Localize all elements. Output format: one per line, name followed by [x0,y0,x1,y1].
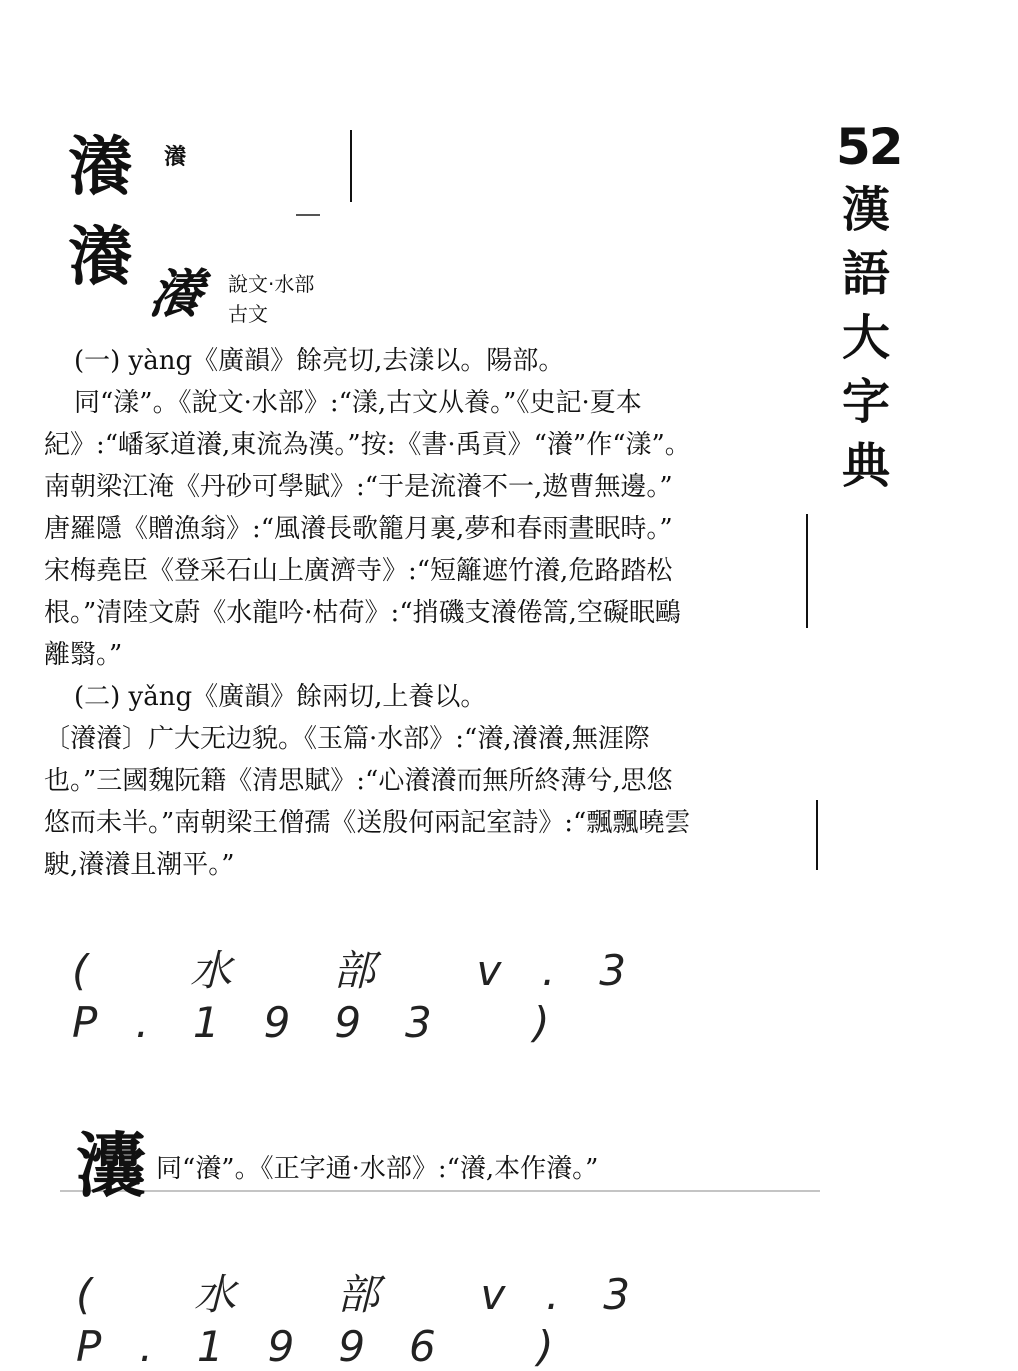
handwritten-reference: ( 水 部 v.3 P.1996 ) [76,1270,674,1371]
definition-line: 宋梅堯臣《登采石山上廣濟寺》:“短籬遮竹瀁,危路踏松 [44,556,673,586]
title-char: 大 [841,310,890,366]
head-character: 瀁 [68,130,132,205]
dictionary-title [838,178,894,498]
handwritten-reference: ( 水 部 v.3 P.1993 ) [72,946,670,1047]
title-char: 語 [841,246,890,302]
divider-line [60,1190,820,1192]
reading-line: (一) yàng《廣韻》餘亮切,去漾以。陽部。 [74,346,565,376]
title-char: 字 [841,374,890,430]
definition-line: 〔瀁瀁〕广大无边貌。《玉篇·水部》:“瀁,瀁瀁,無涯際 [44,724,650,754]
definition-line: 也。”三國魏阮籍《清思賦》:“心瀁瀁而無所終薄兮,思悠 [44,766,673,796]
definition-line: 根。”清陸文蔚《水龍吟·枯荷》:“捎磯支瀁倦篙,空礙眠鷗 [44,598,681,628]
definition-line: 同“漾”。《說文·水部》:“漾,古文从養。”《史記·夏本 [74,388,642,418]
definition-line: 離翳。” [44,640,123,670]
volume-number: 52 [836,118,902,176]
head-character: 灢 [76,1124,146,1207]
source-label: 說文·水部 [228,272,315,296]
divider-line [296,214,320,216]
divider-line [816,800,818,870]
definition-line: 南朝梁江淹《丹砂可學賦》:“于是流瀁不一,遨曹無邊。” [44,472,673,502]
entry-body [44,340,814,886]
title-char: 典 [841,438,890,494]
source-label: 古文 [228,302,268,326]
reading-line: (二) yǎng《廣韻》餘兩切,上養以。 [74,682,487,712]
divider-line [350,130,352,202]
seal-script-character: 瀁 [145,264,206,325]
definition-line: 同“瀁”。《正字通·水部》:“瀁,本作瀁。” [156,1154,599,1184]
definition-line: 紀》:“嶓冢道瀁,東流為漢。”按:《書·禹貢》“瀁”作“漾”。 [44,430,691,460]
head-character-small: 瀁 [164,144,187,170]
definition-line: 唐羅隱《贈漁翁》:“風瀁長歌籠月裏,夢和春雨晝眠時。” [44,514,673,544]
definition-line: 悠而未半。”南朝梁王僧孺《送殷何兩記室詩》:“飄飄曉雲 [44,808,691,838]
variant-character: 瀁 [68,220,132,295]
title-char: 漢 [841,182,890,238]
definition-line: 駛,瀁瀁且潮平。” [44,850,235,880]
